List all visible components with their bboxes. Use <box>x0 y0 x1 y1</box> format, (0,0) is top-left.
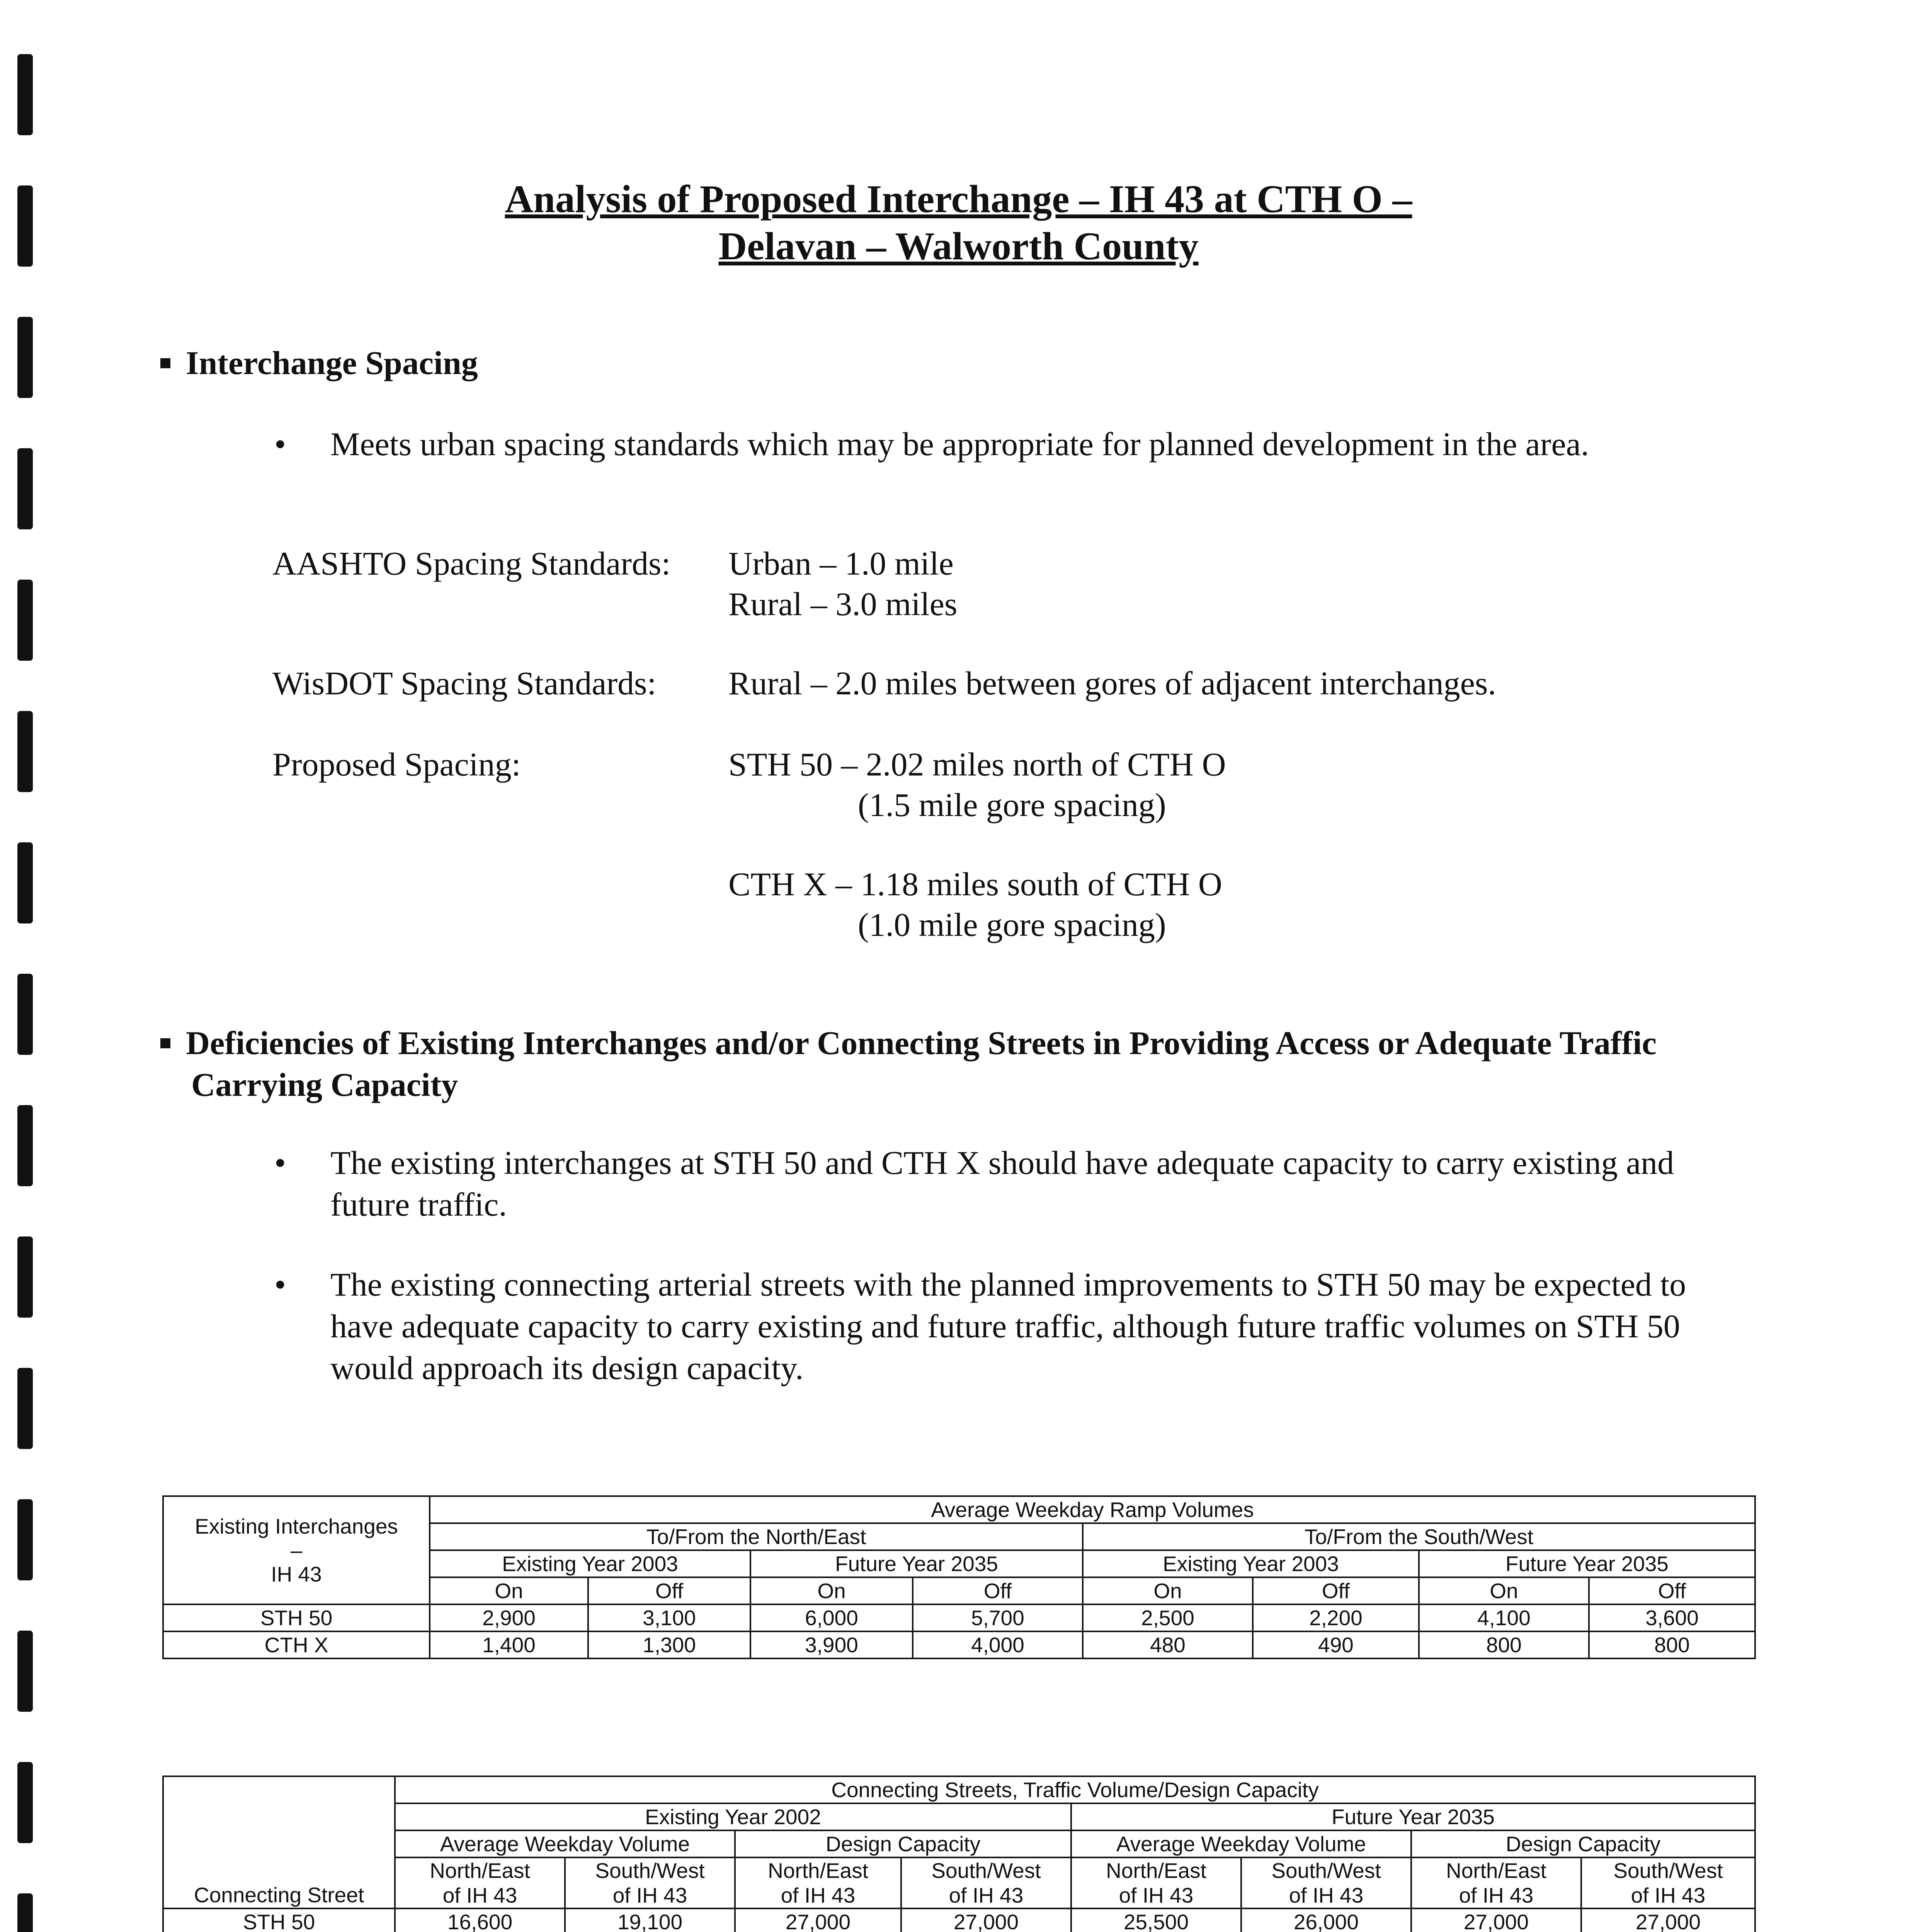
table-cell: 16,600 <box>395 1908 565 1932</box>
table-cell: 4,100 <box>1419 1604 1589 1631</box>
sw-header <box>1581 1857 1755 1908</box>
table-cell: 3,100 <box>588 1604 750 1631</box>
ramp-volumes-table <box>162 1495 1756 1659</box>
on-header: On <box>750 1577 913 1604</box>
table-cell: 3,600 <box>1589 1604 1755 1631</box>
table-cell: 2,500 <box>1083 1604 1253 1631</box>
binder-mark <box>17 580 33 661</box>
table-cell: 25,500 <box>1071 1908 1241 1932</box>
header-line: of IH 43 <box>612 1883 687 1907</box>
corner-line: IH 43 <box>271 1562 322 1586</box>
header-line: South/West <box>1613 1859 1723 1883</box>
table-main-header: Connecting Streets, Traffic Volume/Design Capacity <box>395 1776 1755 1803</box>
table-corner-header <box>163 1496 430 1604</box>
header-line: North/East <box>1446 1859 1546 1883</box>
period-header: Existing Year 2003 <box>1083 1550 1419 1577</box>
header-line: of IH 43 <box>1631 1883 1706 1907</box>
header-line: of IH 43 <box>1459 1883 1534 1907</box>
bullet-text-line: future traffic. <box>330 1186 507 1223</box>
square-bullet-icon <box>160 358 170 368</box>
section-heading-text: Interchange Spacing <box>186 344 478 381</box>
traffic-capacity-table <box>162 1776 1756 1932</box>
sw-header <box>1241 1857 1411 1908</box>
table-cell: 800 <box>1419 1631 1589 1658</box>
bullet-text-line: The existing interchanges at STH 50 and CTH X should have adequate capacity to carry existing and <box>330 1144 1674 1181</box>
page-title <box>0 176 1917 270</box>
table-cell: 490 <box>1253 1631 1419 1658</box>
sw-header <box>565 1857 735 1908</box>
header-line: of IH 43 <box>442 1883 517 1907</box>
sth50-gore: (1.5 mile gore spacing) <box>858 786 1166 823</box>
sw-header <box>901 1857 1071 1908</box>
table-cell: 2,900 <box>430 1604 588 1631</box>
binder-mark <box>17 1105 33 1186</box>
header-line: South/West <box>931 1859 1041 1883</box>
binder-mark <box>17 448 33 529</box>
row-label: STH 50 <box>163 1908 395 1932</box>
bullet-dot-icon: • <box>274 1144 286 1181</box>
bullet-text-line: The existing connecting arterial streets with the planned improvements to STH 50 may be expected to <box>330 1266 1686 1303</box>
volume-header: Average Weekday Volume <box>395 1830 735 1857</box>
binder-mark <box>17 1368 33 1449</box>
proposed-label: Proposed Spacing: <box>272 746 521 783</box>
off-header: Off <box>913 1577 1083 1604</box>
square-bullet-icon <box>160 1038 170 1048</box>
wisdot-value: Rural – 2.0 miles between gores of adjacent interchanges. <box>728 665 1496 702</box>
table-cell: 19,100 <box>565 1908 735 1932</box>
table-cell: 27,000 <box>1411 1908 1581 1932</box>
on-header: On <box>1083 1577 1253 1604</box>
row-label: CTH X <box>163 1631 430 1658</box>
binder-mark <box>17 711 33 792</box>
table-cell: 27,000 <box>901 1908 1071 1932</box>
binder-mark <box>17 54 33 135</box>
table-cell: 27,000 <box>735 1908 901 1932</box>
period-header: Existing Year 2002 <box>395 1803 1071 1830</box>
bullet-existing-interchanges <box>274 1142 1752 1225</box>
binder-mark <box>17 1762 33 1843</box>
ne-header <box>395 1857 565 1908</box>
header-line: South/West <box>595 1859 705 1883</box>
table-cell: 27,000 <box>1581 1908 1755 1932</box>
table-cell: 5,700 <box>913 1604 1083 1631</box>
table-cell: 1,300 <box>588 1631 750 1658</box>
aashto-rural: Rural – 3.0 miles <box>728 585 958 622</box>
header-line: of IH 43 <box>1119 1883 1194 1907</box>
header-line: of IH 43 <box>949 1883 1024 1907</box>
header-line: of IH 43 <box>781 1883 856 1907</box>
capacity-header: Design Capacity <box>1411 1830 1755 1857</box>
table-cell: 1,400 <box>430 1631 588 1658</box>
direction-header-sw: To/From the South/West <box>1083 1523 1755 1550</box>
bullet-text-line: have adequate capacity to carry existing and future traffic, although future traffic volumes on STH 50 <box>330 1308 1680 1345</box>
bullet-text: Meets urban spacing standards which may be appropriate for planned development in the area. <box>330 425 1589 463</box>
corner-line: – <box>290 1538 303 1562</box>
section-heading-text: Deficiencies of Existing Interchanges and/or Connecting Streets in Providing Access or Adequate Traffic <box>186 1024 1657 1061</box>
aashto-urban: Urban – 1.0 mile <box>728 545 954 582</box>
header-line: South/West <box>1271 1859 1381 1883</box>
cthx-spacing: CTH X – 1.18 miles south of CTH O <box>728 866 1223 903</box>
bullet-dot-icon: • <box>274 1266 286 1303</box>
binder-mark <box>17 842 33 923</box>
bullet-text-line: would approach its design capacity. <box>330 1349 804 1386</box>
capacity-header: Design Capacity <box>735 1830 1071 1857</box>
bullet-dot-icon: • <box>274 425 286 463</box>
table-cell: 800 <box>1589 1631 1755 1658</box>
header-line: of IH 43 <box>1289 1883 1364 1907</box>
period-header: Future Year 2035 <box>1419 1550 1755 1577</box>
table-main-header: Average Weekday Ramp Volumes <box>430 1496 1755 1523</box>
period-header: Existing Year 2003 <box>430 1550 750 1577</box>
on-header: On <box>430 1577 588 1604</box>
table-corner-header: Connecting Street <box>163 1776 395 1908</box>
table-cell: 6,000 <box>750 1604 913 1631</box>
header-line: North/East <box>1106 1859 1206 1883</box>
table-cell: 480 <box>1083 1631 1253 1658</box>
binder-mark <box>17 1236 33 1318</box>
title-line-2: Delavan – Walworth County <box>718 224 1199 268</box>
binder-mark <box>17 974 33 1055</box>
header-line: North/East <box>430 1859 530 1883</box>
table-row <box>163 1908 1755 1932</box>
table-row <box>163 1631 1755 1658</box>
period-header: Future Year 2035 <box>750 1550 1083 1577</box>
bullet-urban-spacing <box>274 423 1589 465</box>
ne-header <box>1411 1857 1581 1908</box>
section-heading-interchange-spacing <box>160 342 478 384</box>
bullet-connecting-arterials <box>274 1264 1752 1389</box>
period-header: Future Year 2035 <box>1071 1803 1755 1830</box>
cthx-gore: (1.0 mile gore spacing) <box>858 906 1166 943</box>
aashto-label: AASHTO Spacing Standards: <box>272 545 671 582</box>
binder-mark <box>17 317 33 398</box>
ne-header <box>735 1857 901 1908</box>
table-cell: 4,000 <box>913 1631 1083 1658</box>
corner-line: Existing Interchanges <box>195 1514 398 1538</box>
section-heading-deficiencies <box>160 1022 1752 1105</box>
section-heading-text-2: Carrying Capacity <box>191 1066 458 1103</box>
table-cell: 2,200 <box>1253 1604 1419 1631</box>
off-header: Off <box>588 1577 750 1604</box>
direction-header-ne: To/From the North/East <box>430 1523 1083 1550</box>
binder-mark <box>17 1893 33 1932</box>
binder-mark <box>17 1499 33 1580</box>
row-label: STH 50 <box>163 1604 430 1631</box>
header-line: North/East <box>768 1859 868 1883</box>
table-row <box>163 1604 1755 1631</box>
binder-mark <box>17 1631 33 1712</box>
off-header: Off <box>1589 1577 1755 1604</box>
volume-header: Average Weekday Volume <box>1071 1830 1411 1857</box>
off-header: Off <box>1253 1577 1419 1604</box>
wisdot-label: WisDOT Spacing Standards: <box>272 665 657 702</box>
ne-header <box>1071 1857 1241 1908</box>
title-line-1: Analysis of Proposed Interchange – IH 43 at CTH O – <box>505 177 1412 221</box>
sth50-spacing: STH 50 – 2.02 miles north of CTH O <box>728 746 1226 783</box>
table-cell: 3,900 <box>750 1631 913 1658</box>
on-header: On <box>1419 1577 1589 1604</box>
table-cell: 26,000 <box>1241 1908 1411 1932</box>
